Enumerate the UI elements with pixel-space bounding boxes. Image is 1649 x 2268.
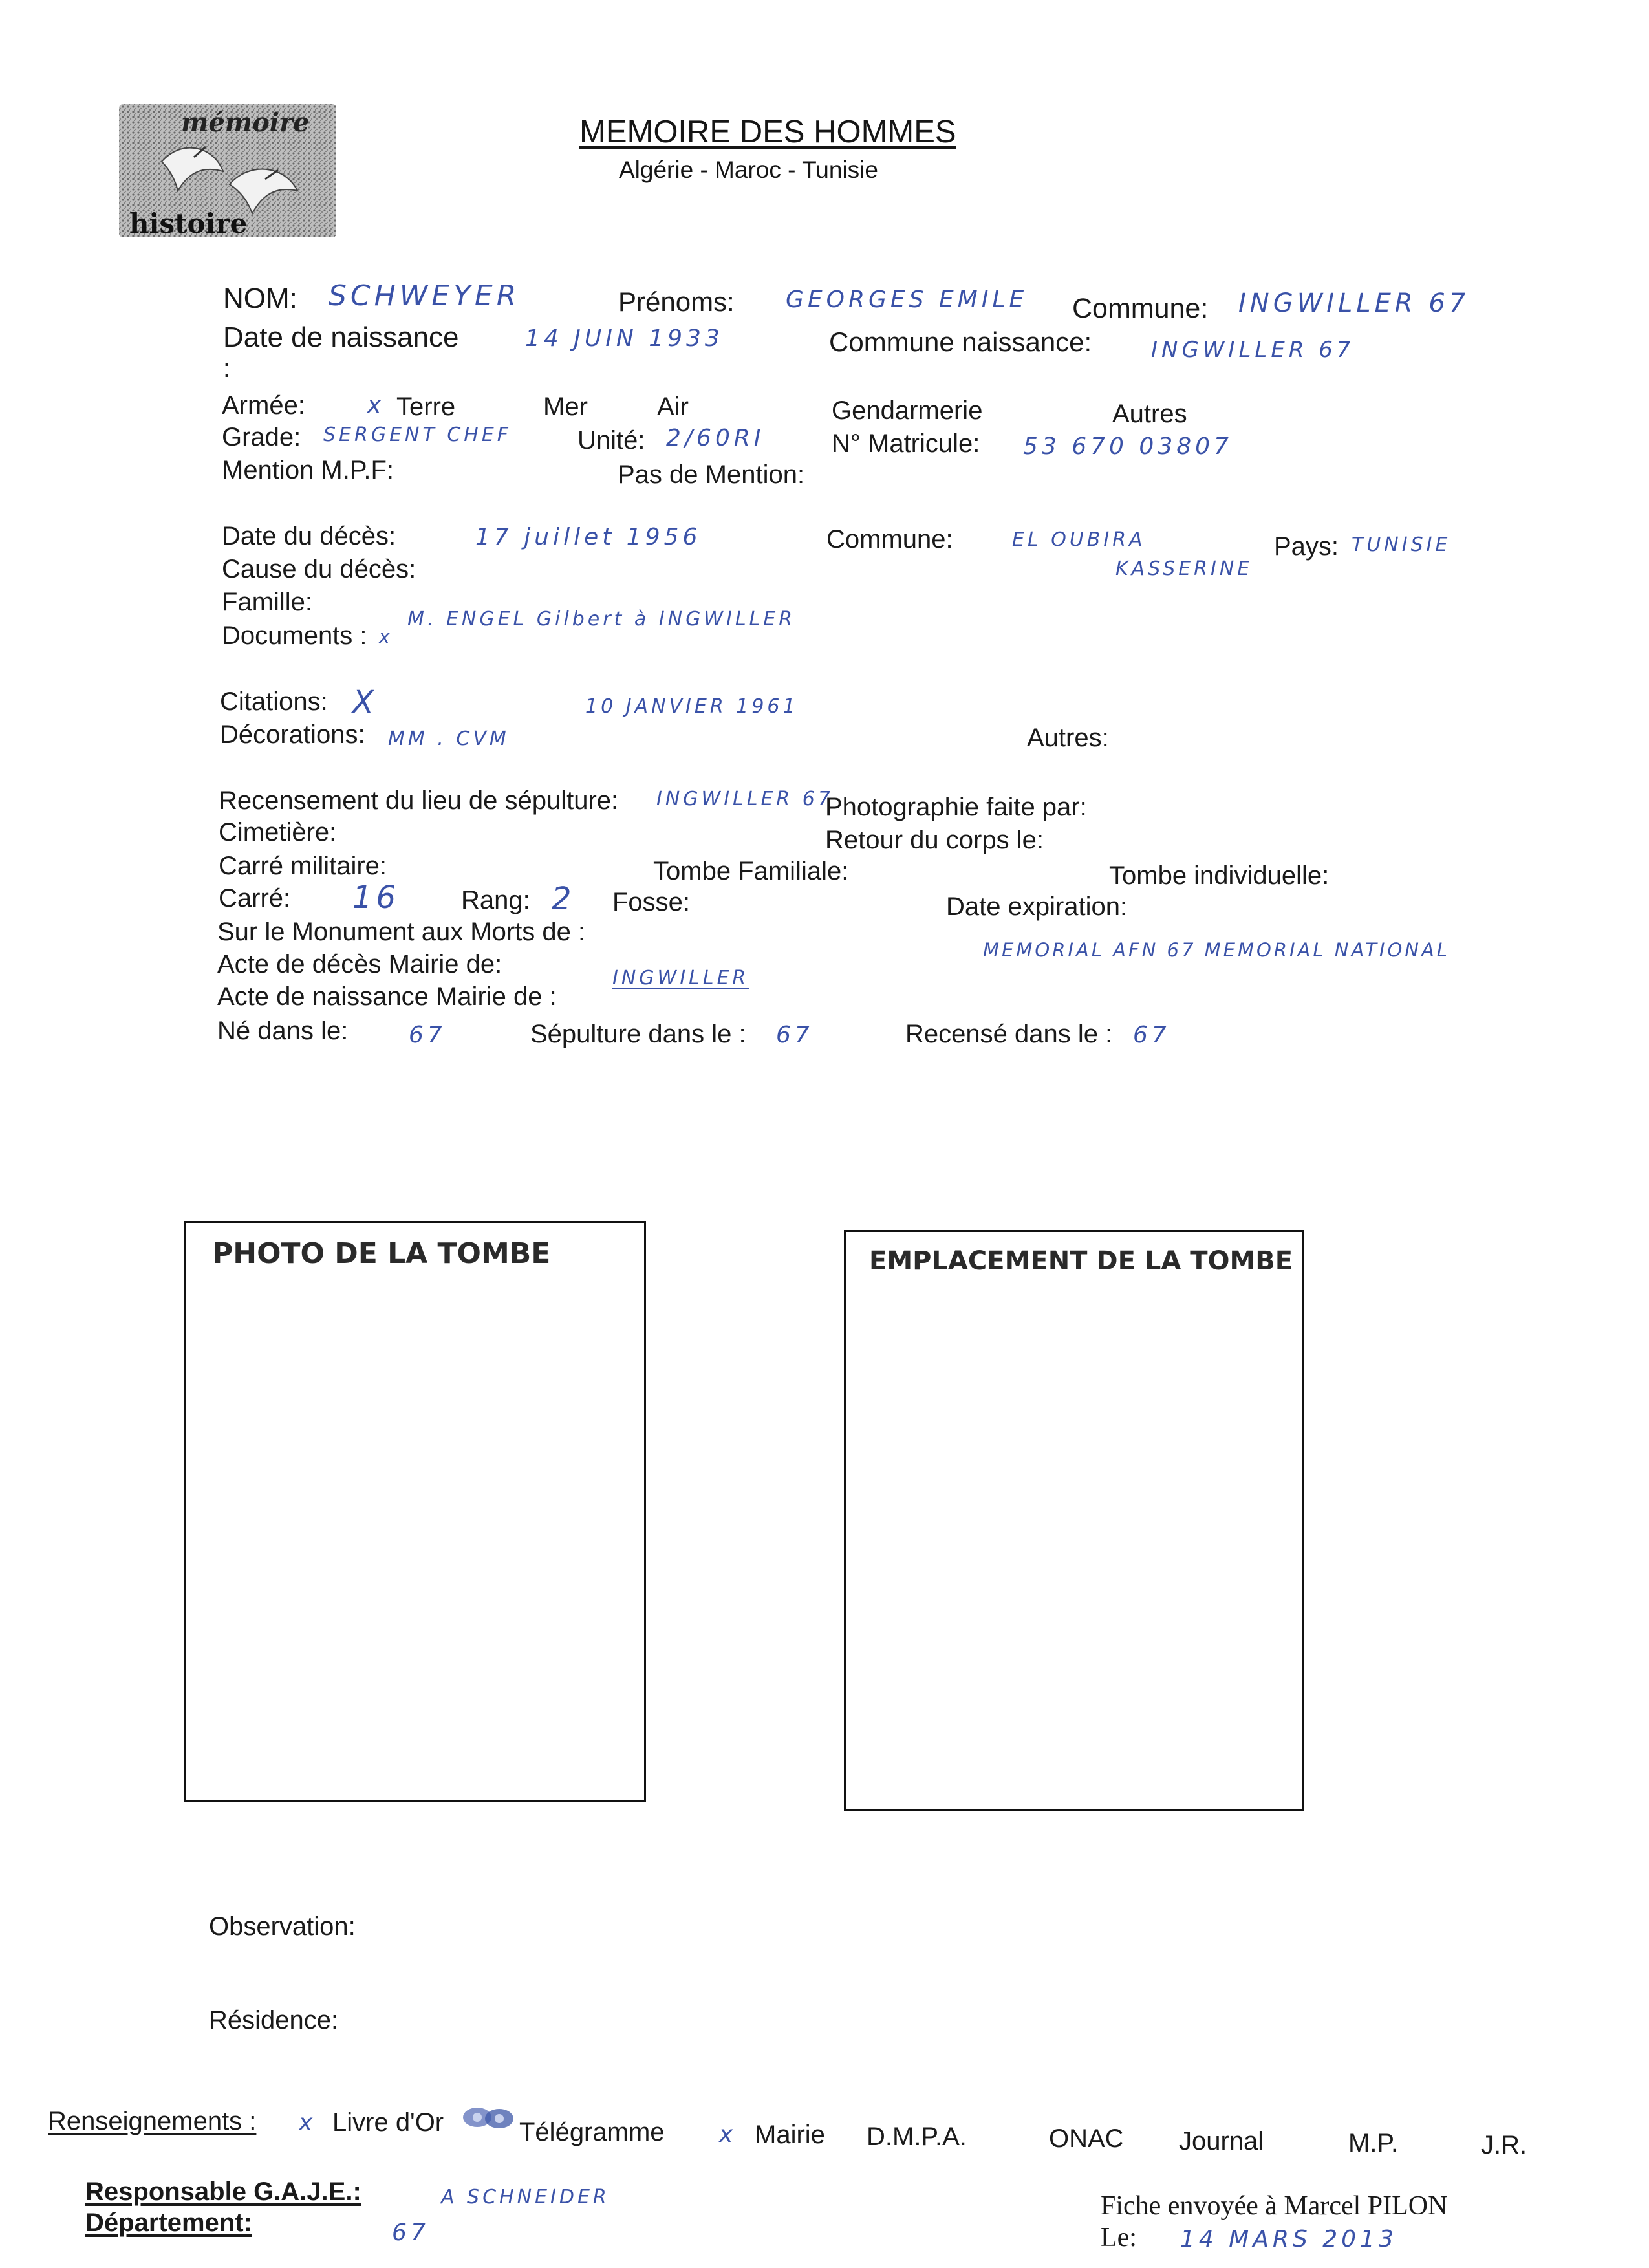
- commune-naissance-label: Commune naissance:: [829, 327, 1092, 357]
- carre-militaire-label: Carré militaire:: [219, 852, 387, 880]
- observation-label: Observation:: [209, 1912, 356, 1941]
- gendarmerie-label: Gendarmerie: [832, 396, 983, 425]
- date-expiration-label: Date expiration:: [946, 892, 1128, 921]
- commune-deces-label: Commune:: [826, 525, 953, 554]
- date-naissance-label: Date de naissance: [223, 321, 459, 353]
- nom-label: NOM:: [223, 283, 297, 314]
- monument-value: MEMORIAL AFN 67 MEMORIAL NATIONAL: [983, 939, 1450, 961]
- cause-deces-label: Cause du décès:: [222, 555, 416, 583]
- photo-tombe-title: PHOTO DE LA TOMBE: [212, 1237, 551, 1270]
- grade-label: Grade:: [222, 423, 301, 451]
- documents-label: Documents :: [222, 621, 367, 650]
- date-naissance-colon: :: [223, 354, 231, 383]
- rang-value: 2: [552, 881, 576, 917]
- recensement-label: Recensement du lieu de sépulture:: [219, 786, 619, 815]
- le-value: 14 MARS 2013: [1180, 2226, 1397, 2252]
- matricule-label: N° Matricule:: [832, 429, 980, 458]
- citations-value: 10 JANVIER 1961: [585, 695, 799, 718]
- pays-value: TUNISIE: [1352, 534, 1451, 556]
- acte-naissance-label: Acte de naissance Mairie de :: [217, 982, 557, 1011]
- journal-label: Journal: [1179, 2127, 1264, 2155]
- autres-honneurs-label: Autres:: [1027, 724, 1109, 752]
- residence-label: Résidence:: [209, 2006, 339, 2035]
- prenoms-value: GEORGES EMILE: [786, 286, 1028, 313]
- commune-deces-value: EL OUBIRA: [1012, 528, 1146, 551]
- documents-check-mark: x: [379, 626, 394, 647]
- mer-label: Mer: [543, 393, 588, 421]
- document-subtitle: Algérie - Maroc - Tunisie: [619, 157, 878, 183]
- responsable-label: Responsable G.A.J.E.:: [85, 2177, 361, 2206]
- logo-text-bottom: histoire: [129, 208, 248, 239]
- carre-label: Carré:: [219, 884, 291, 913]
- date-deces-label: Date du décès:: [222, 522, 396, 550]
- onac-label: ONAC: [1049, 2124, 1124, 2153]
- acte-deces-label: Acte de décès Mairie de:: [217, 950, 502, 978]
- famille-label: Famille:: [222, 588, 313, 616]
- pays-label: Pays:: [1274, 532, 1339, 561]
- tombe-familiale-label: Tombe Familiale:: [653, 857, 849, 885]
- cimetiere-label: Cimetière:: [219, 818, 337, 847]
- carre-value: 16: [352, 880, 400, 916]
- decorations-value: MM . CVM: [388, 728, 510, 750]
- mairie-check-mark: x: [719, 2121, 737, 2148]
- jr-label: J.R.: [1481, 2131, 1527, 2159]
- departement-label: Département:: [85, 2209, 252, 2237]
- tombe-individuelle-label: Tombe individuelle:: [1109, 861, 1330, 890]
- le-label: Le:: [1101, 2223, 1137, 2252]
- documents-value: M. ENGEL Gilbert à INGWILLER: [407, 608, 796, 631]
- document-title: MEMOIRE DES HOMMES: [579, 114, 956, 149]
- mention-mpf-label: Mention M.P.F:: [222, 456, 394, 484]
- emplacement-tombe-title: EMPLACEMENT DE LA TOMBE: [869, 1246, 1293, 1276]
- sepulture-dans-value: 67: [776, 1022, 814, 1048]
- emplacement-tombe-box: [844, 1230, 1304, 1811]
- commune-naissance-value: INGWILLER 67: [1151, 337, 1355, 363]
- autres-service-label: Autres: [1112, 400, 1187, 428]
- terre-label: Terre: [396, 393, 456, 421]
- ne-dans-value: 67: [409, 1022, 446, 1048]
- livre-dor-check-mark: x: [299, 2110, 317, 2136]
- recense-dans-label: Recensé dans le :: [905, 1020, 1113, 1048]
- commune-label: Commune:: [1072, 293, 1209, 324]
- citations-check-mark: X: [352, 684, 378, 720]
- responsable-value: A SCHNEIDER: [441, 2186, 610, 2209]
- nom-value: SCHWEYER: [329, 279, 521, 312]
- photographie-label: Photographie faite par:: [825, 793, 1087, 821]
- fosse-label: Fosse:: [612, 888, 691, 916]
- date-naissance-value: 14 JUIN 1933: [525, 325, 724, 352]
- rang-label: Rang:: [461, 886, 530, 914]
- terre-check-mark: x: [367, 392, 385, 418]
- mp-label: M.P.: [1348, 2129, 1399, 2157]
- retour-corps-label: Retour du corps le:: [825, 826, 1044, 854]
- departement-value: 67: [392, 2219, 429, 2246]
- grade-value: SERGENT CHEF: [323, 424, 512, 446]
- matricule-value: 53 670 03807: [1023, 433, 1233, 460]
- unite-label: Unité:: [577, 426, 645, 455]
- fiche-envoyee-label: Fiche envoyée à Marcel PILON: [1101, 2191, 1448, 2221]
- telegramme-stamp-icon: [460, 2104, 519, 2136]
- commune-deces-value-2: KASSERINE: [1116, 557, 1253, 580]
- sepulture-dans-label: Sépulture dans le :: [530, 1020, 746, 1048]
- unite-value: 2/60RI: [666, 425, 765, 451]
- prenoms-label: Prénoms:: [618, 286, 735, 317]
- citations-label: Citations:: [220, 687, 328, 716]
- commune-value: INGWILLER 67: [1238, 288, 1470, 318]
- air-label: Air: [657, 393, 689, 421]
- dove-logo-icon: [116, 100, 339, 241]
- armee-label: Armée:: [222, 391, 305, 420]
- date-deces-value: 17 juillet 1956: [475, 524, 702, 550]
- acte-naissance-value: INGWILLER: [612, 967, 749, 989]
- livre-dor-label: Livre d'Or: [332, 2108, 444, 2137]
- logo: [116, 100, 339, 241]
- mairie-label: Mairie: [755, 2121, 825, 2149]
- ne-dans-label: Né dans le:: [217, 1017, 349, 1045]
- recensement-value: INGWILLER 67: [656, 788, 834, 810]
- recense-dans-value: 67: [1133, 1022, 1170, 1048]
- decorations-label: Décorations:: [220, 720, 365, 749]
- renseignements-label: Renseignements :: [48, 2107, 257, 2135]
- telegramme-label: Télégramme: [519, 2118, 665, 2146]
- pas-de-mention-label: Pas de Mention:: [618, 460, 805, 489]
- logo-text-top: mémoire: [181, 107, 310, 138]
- photo-tombe-box: [184, 1221, 646, 1802]
- monument-label: Sur le Monument aux Morts de :: [217, 918, 586, 946]
- dmpa-label: D.M.P.A.: [867, 2122, 967, 2151]
